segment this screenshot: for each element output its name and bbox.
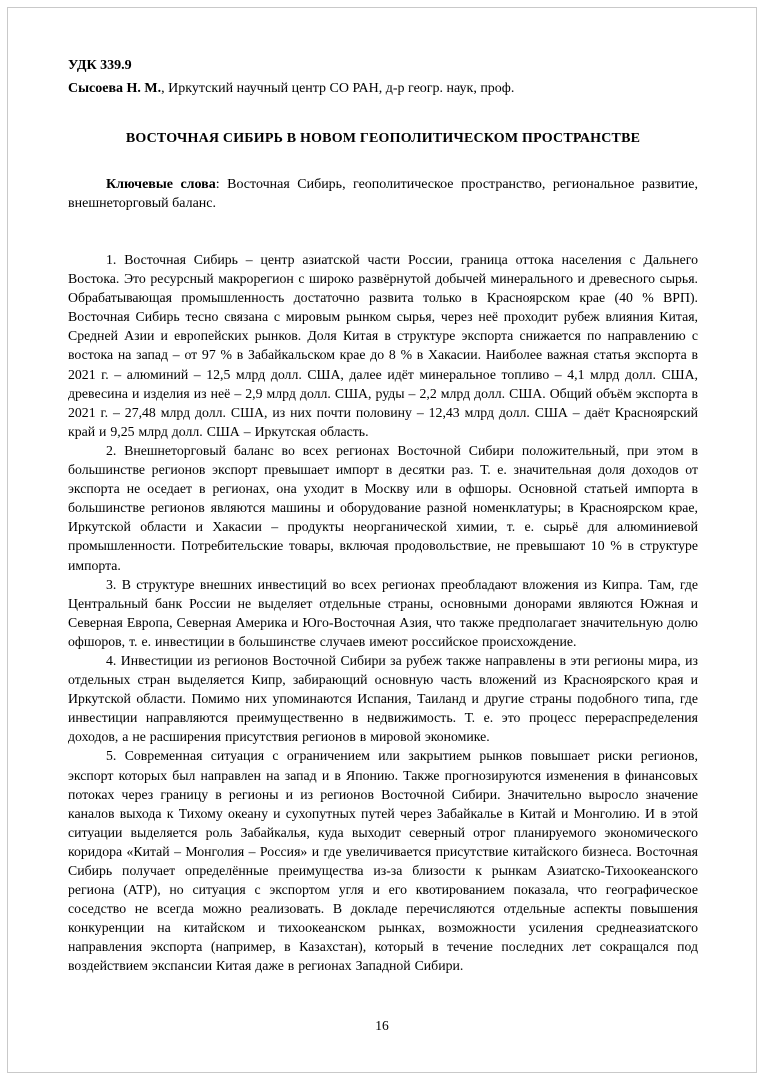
udk-code: УДК 339.9 [68,58,132,73]
keywords-label: Ключевые слова [106,177,216,192]
paper-title: ВОСТОЧНАЯ СИБИРЬ В НОВОМ ГЕОПОЛИТИЧЕСКОМ ПРОСТРАНСТВЕ [125,131,641,146]
abstract-paragraph-2: 2. Внешнеторговый баланс во всех регионах Восточной Сибири положительный, при этом в большинстве регионов экспорт превышает импорт в десятки раз. Т. е. значительная доля доходов от экспорта не оседает в регионах, она уходит в Москву или в офшоры. Основной статьей импорта в большинстве регионов являются машины и оборудование разной номенклатуры; в Красноярском крае, Иркутской области и Хакасии – продукты неорганической химии, т. е. сырьё для алюминиевой промышленности. Потребительские товары, включая продовольствие, не превышают 10 % в структуре импорта. [68,442,698,573]
author-name: Сысоева Н. М. [68,81,162,96]
page-number: 16 [375,1018,389,1033]
author-line [68,79,698,98]
keywords-text: : Восточная Сибирь, геополитическое пространство, региональное развитие, внешнеторговый баланс. [68,177,699,211]
keywords-paragraph [68,175,698,213]
author-affiliation: , Иркутский научный центр СО РАН, д-р геогр. наук, проф. [161,81,515,96]
abstract-paragraph-4: 4. Инвестиции из регионов Восточной Сибири за рубеж также направлены в эти регионы мира, из отдельных стран выделяется Кипр, забирающий основную часть вложений из Красноярского края и Иркутской области. Помимо них упоминаются Испания, Таиланд и другие страны подобного типа, где инвестиции направляются преимущественно в недвижимость. Т. е. это процесс перераспределения доходов, а не расширения присутствия регионов в мировой экономике. [68,652,698,745]
abstract-paragraph-3: 3. В структуре внешних инвестиций во всех регионах преобладают вложения из Кипра. Там, где Центральный банк России не выделяет отдельные страны, основными донорами являются Южная и Северная Европа, Северная Америка и Юго-Восточная Азия, что также предполагает значительную долю офшоров, т. е. инвестиции в большинстве случаев имеют российское происхождение. [68,576,698,649]
abstract-body [68,250,698,976]
abstract-paragraph-1: 1. Восточная Сибирь – центр азиатской части России, граница оттока населения с Дальнего Востока. Это ресурсный макрорегион с широко развёрнутой добычей минерального и древесного сырья. Обрабатывающая промышленность достаточно развита только в Красноярском крае (40 % ВРП). Восточная Сибирь тесно связана с мировым рынком сырья, через неё проходит рубеж влияния Китая, Средней Азии и европейских рынков. Доля Китая в структуре экспорта снижается по направлению с востока на запад – от 97 % в Забайкальском крае до 8 % в Хакасии. Наиболее важная статья экспорта в 2021 г. – алюминий – 12,5 млрд долл. США, далее идёт минеральное топливо – 4,1 млрд долл. США, древесина и изделия из неё – 2,9 млрд долл. США, руды – 2,2 млрд долл. США. Общий объём экспорта в 2021 г. – 27,48 млрд долл. США, из них почти половину – 12,43 млрд долл. США – даёт Красноярский край и 9,25 млрд долл. США – Иркутская область. [68,252,698,439]
abstract-paragraph-5: 5. Современная ситуация с ограничением или закрытием рынков повышает риски регионов, экспорт которых был направлен на запад и в Японию. Также прогнозируются изменения в финансовых потоках через границу в регионы и из регионов Восточной Сибири. Значительно выросло значение каналов выхода к Тихому океану и сухопутных путей через Забайкалье в Китай и Монголию. И в этой ситуации выделяется роль Забайкалья, куда выходит северный отрог планируемого экономического коридора «Китай – Монголия – Россия» и где увеличивается присутствие китайского бизнеса. Восточная Сибирь получает определённые преимущества из-за близости к рынкам Азиатско-Тихоокеанского региона (АТР), но ситуация с экспортом угля и его квотированием показала, что географическое соседство не всегда можно реализовать. В докладе перечисляются отдельные аспекты повышения конкуренции на китайском и тихоокеанском рынках, возможности усиления среднеазиатского направления экспорта (например, в Казахстан), который в течение последних лет сокращался под воздействием экспансии Китая даже в регионах Западной Сибири. [68,748,698,974]
page-content [68,56,698,976]
